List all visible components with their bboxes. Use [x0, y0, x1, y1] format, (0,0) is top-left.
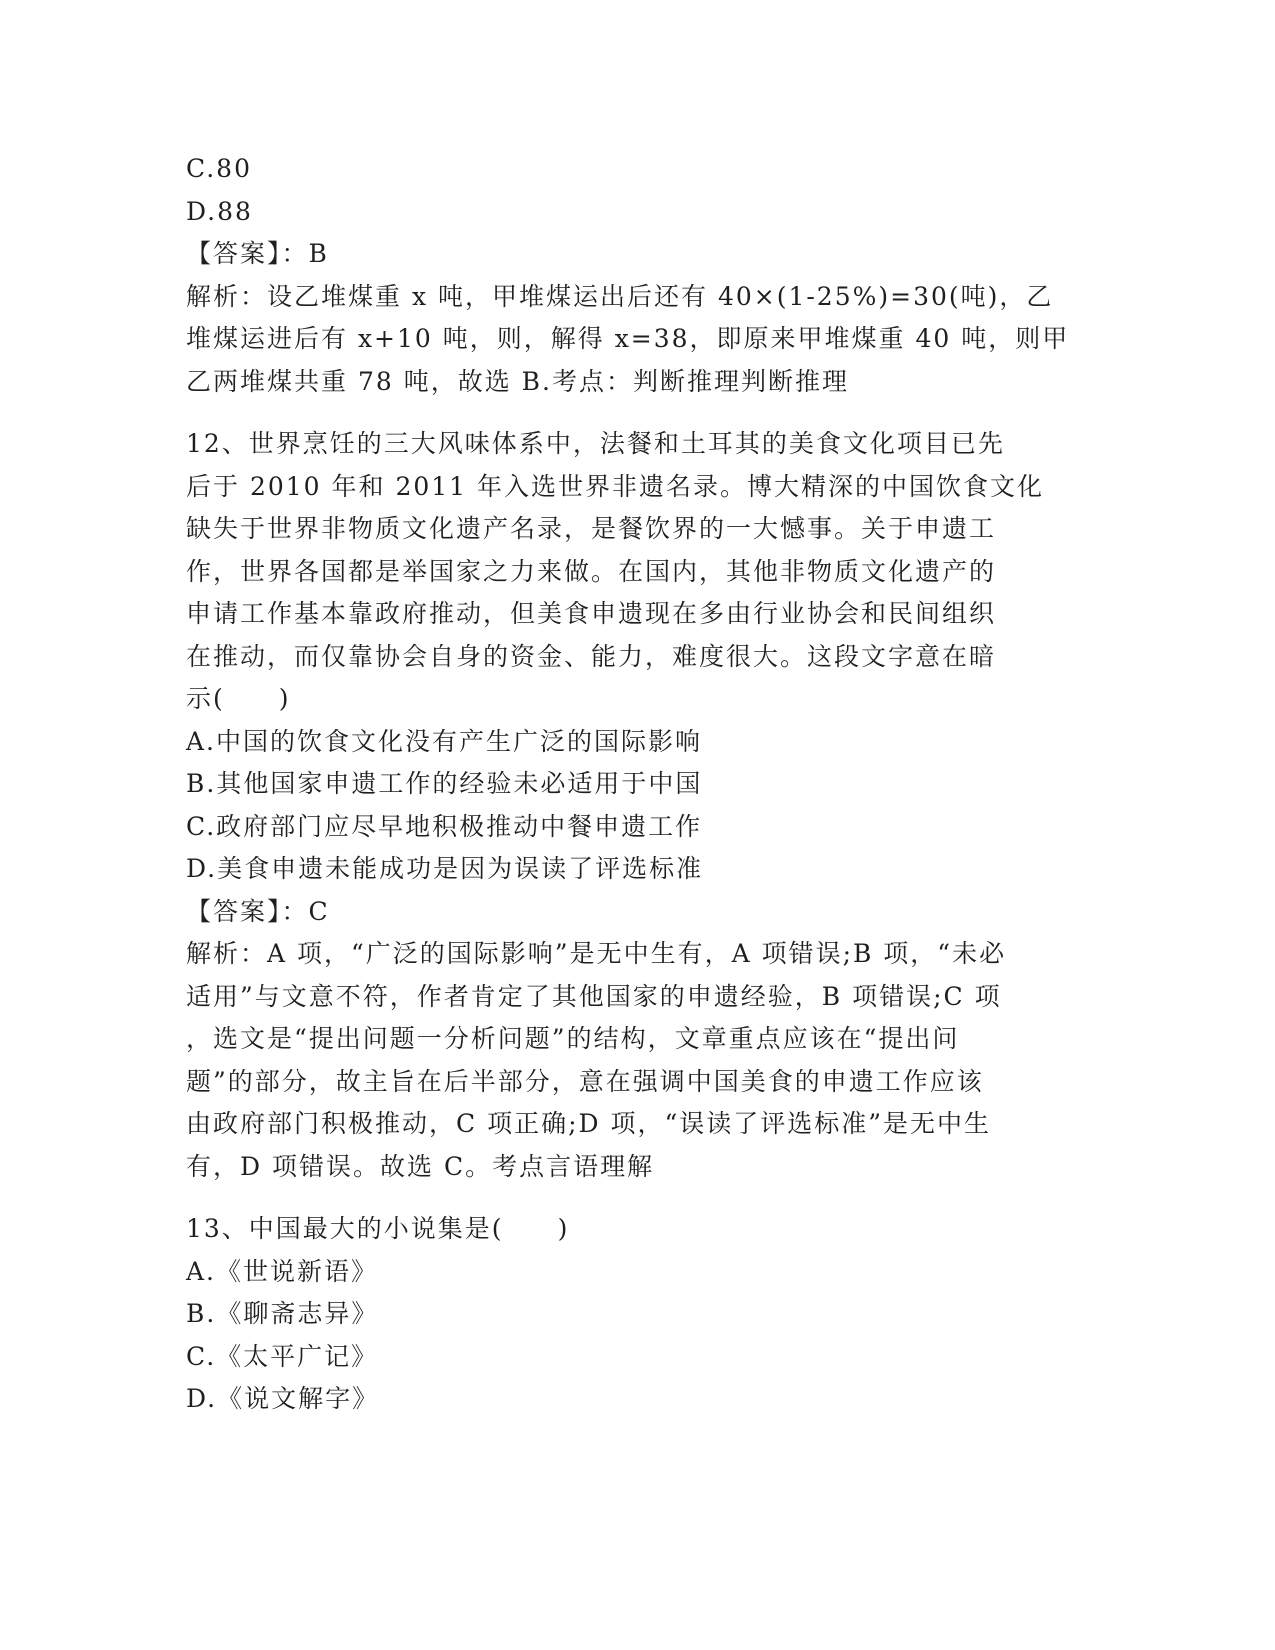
q11-answer: 【答案】：B — [186, 239, 329, 268]
q13-option-d: D.《说文解字》 — [186, 1384, 380, 1413]
q13-option-b: B.《聊斋志异》 — [186, 1299, 379, 1328]
q11-analysis-line: 解析：设乙堆煤重 x 吨，甲堆煤运出后还有 40×(1-25%)=30(吨)，乙 — [186, 281, 1054, 311]
q11-analysis-line: 乙两堆煤共重 78 吨，故选 B.考点：判断推理判断推理 — [186, 366, 849, 396]
q12-analysis-line: ，选文是“提出问题一分析问题”的结构，文章重点应该在“提出问 — [186, 1024, 960, 1053]
q12-stem-line: 示( ) — [186, 684, 291, 713]
q13-option-c: C.《太平广记》 — [186, 1341, 379, 1371]
q12-stem-line: 缺失于世界非物质文化遗产名录，是餐饮界的一大憾事。关于申遗工 — [186, 514, 997, 543]
q12-stem-line: 12、世界烹饪的三大风味体系中，法餐和土耳其的美食文化项目已先 — [186, 429, 1005, 458]
q12-stem-line: 作，世界各国都是举国家之力来做。在国内，其他非物质文化遗产的 — [186, 556, 997, 586]
q12-answer: 【答案】：C — [186, 896, 330, 926]
q12-stem-line: 后于 2010 年和 2011 年入选世界非遗名录。博大精深的中国饮食文化 — [186, 471, 1045, 501]
q12-analysis-line: 适用”与文意不符，作者肯定了其他国家的申遗经验，B 项错误;C 项 — [186, 981, 1002, 1011]
q12-option-a: A.中国的饮食文化没有产生广泛的国际影响 — [186, 726, 703, 756]
q13-stem: 13、中国最大的小说集是( ) — [186, 1214, 570, 1243]
document-body — [186, 148, 1070, 1421]
q13-option-a: A.《世说新语》 — [186, 1256, 379, 1286]
q12-analysis-line: 题”的部分，故主旨在后半部分，意在强调中国美食的申遗工作应该 — [186, 1066, 984, 1096]
q12-analysis-line: 有，D 项错误。故选 C。考点言语理解 — [186, 1151, 655, 1181]
q11-option-d: D.88 — [186, 196, 253, 226]
q11-option-c: C.80 — [186, 154, 252, 183]
q12-analysis-line: 解析：A 项，“广泛的国际影响”是无中生有，A 项错误;B 项，“未必 — [186, 939, 1007, 968]
section-spacer — [186, 1188, 1066, 1208]
q12-option-b: B.其他国家申遗工作的经验未必适用于中国 — [186, 769, 703, 798]
q12-stem-line: 在推动，而仅靠协会自身的资金、能力，难度很大。这段文字意在暗 — [186, 641, 997, 671]
q11-analysis-line: 堆煤运进后有 x+10 吨，则，解得 x=38，即原来甲堆煤重 40 吨，则甲 — [186, 324, 1070, 353]
q12-stem-line: 申请工作基本靠政府推动，但美食申遗现在多由行业协会和民间组织 — [186, 599, 997, 628]
q12-option-c: C.政府部门应尽早地积极推动中餐申遗工作 — [186, 811, 703, 841]
q12-option-d: D.美食申遗未能成功是因为误读了评选标准 — [186, 854, 704, 883]
section-spacer — [186, 403, 1066, 423]
q12-analysis-line: 由政府部门积极推动，C 项正确;D 项，“误读了评选标准”是无中生 — [186, 1109, 992, 1138]
